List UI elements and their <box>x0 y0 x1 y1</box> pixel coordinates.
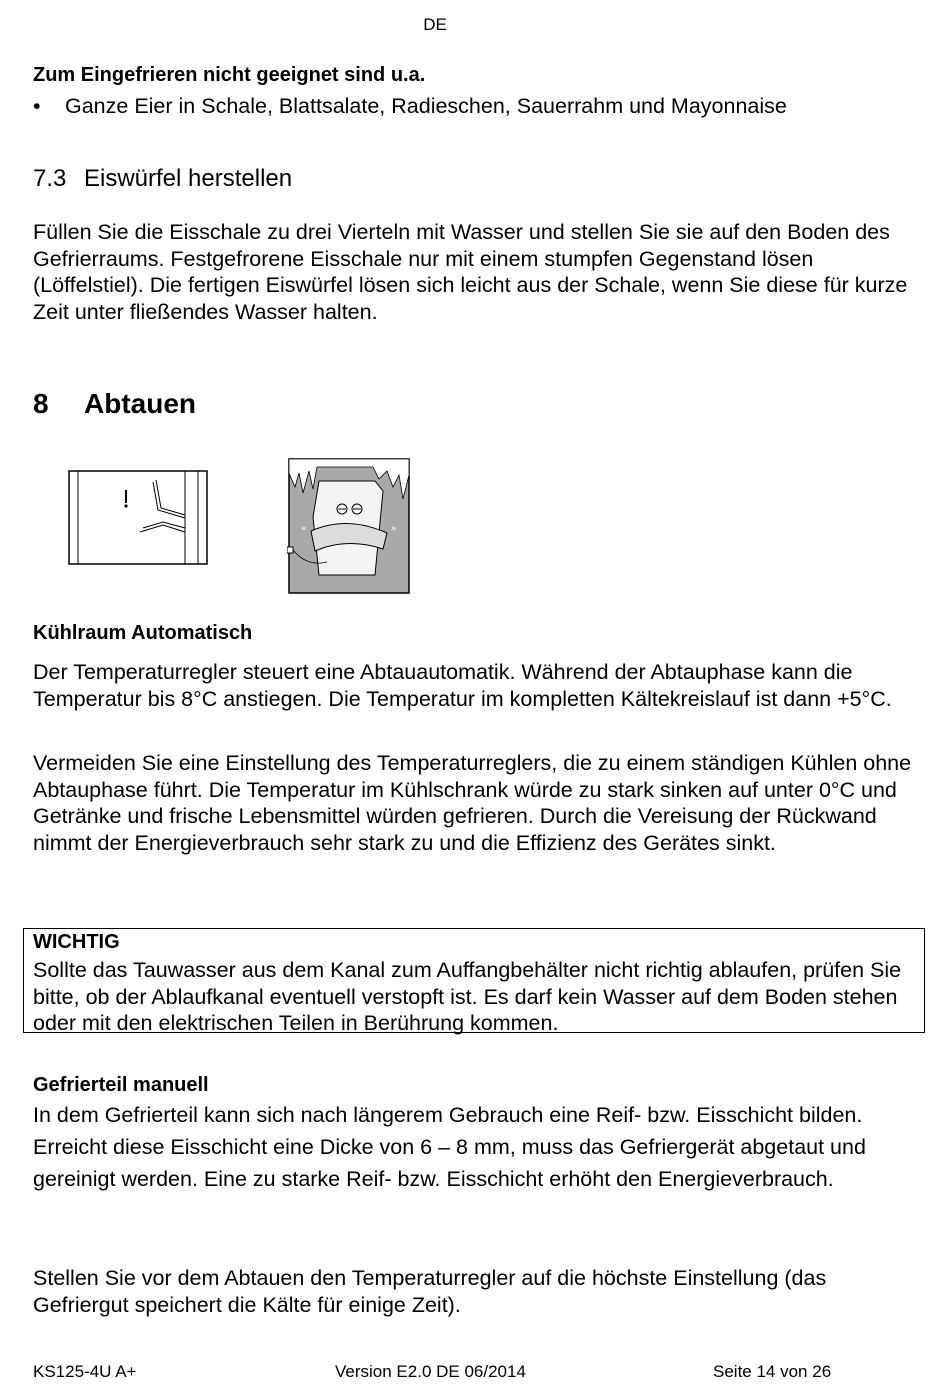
footer-model: KS125-4U A+ <box>33 1362 137 1381</box>
section-7-3-text: Füllen Sie die Eisschale zu drei Vierteln mit Wasser und stellen Sie sie auf den Boden des Gefrierraums. Festgefrorene Eisschale nur mit einem stumpfen Gegenstand lösen (Löffelstiel). Die fertigen Eiswürfel lösen sich leicht aus der Schale, wenn Sie diese für kurze Zeit unter fließendes Wasser halten. <box>33 220 908 324</box>
freeze-note-title: Zum Eingefrieren nicht geeignet sind u.a. <box>33 64 426 86</box>
kuehlraum-paragraph-1: Der Temperaturregler steuert eine Abtauautomatik. Während der Abtauphase kann die Temperatur bis 8°C anstiegen. Die Temperatur im kompletten Kältekreislauf ist dann +5°C. <box>33 660 892 711</box>
gefrierteil-paragraph-1: In dem Gefrierteil kann sich nach längerem Gebrauch eine Reif- bzw. Eisschicht bilden. Erreicht diese Eisschicht eine Dicke von 6 – 8 mm, muss das Gefriergerät abgetaut und gereinigt werden. Eine zu starke Reif- bzw. Eisschicht erhöht den Energieverbrauch. <box>33 1103 866 1191</box>
freeze-note-bullet-text: Ganze Eier in Schale, Blattsalate, Radieschen, Sauerrahm und Mayonnaise <box>65 94 787 118</box>
bullet-icon: • <box>33 94 41 118</box>
section-7-3-heading <box>33 165 292 193</box>
gefrierteil-heading: Gefrierteil manuell <box>33 1074 209 1096</box>
section-7-3-title: Eiswürfel herstellen <box>84 165 293 192</box>
kuehlraum-paragraph-2: Vermeiden Sie eine Einstellung des Temperaturreglers, die zu einem ständigen Kühlen ohne Abtauphase führt. Die Temperatur im Kühlschrank würde zu stark sinken auf unter 0°C und Getränke und frische Lebensmittel würden gefrieren. Durch die Vereisung der Rückwand nimmt der Energieverbrauch sehr stark zu und die Effizienz des Gerätes sinkt. <box>33 751 912 855</box>
warning-text: Sollte das Tauwasser aus dem Kanal zum Auffangbehälter nicht richtig ablaufen, prüfen Sie bitte, ob der Ablaufkanal eventuell verstopft ist. Es darf kein Wasser auf dem Boden stehen oder mit den elektrischen Teilen in Berührung kommen. <box>33 958 902 1035</box>
page-language: DE <box>423 15 447 34</box>
freezer-ice-illustration <box>287 457 412 595</box>
footer-version: Version E2.0 DE 06/2014 <box>335 1362 526 1381</box>
section-8-title: Abtauen <box>84 388 196 419</box>
gefrierteil-paragraph-2: Stellen Sie vor dem Abtauen den Temperaturregler auf die höchste Einstellung (das Gefriergut speichert die Kälte für einige Zeit). <box>33 1266 827 1317</box>
section-7-3-number: 7.3 <box>33 165 67 192</box>
section-8-number: 8 <box>33 388 49 419</box>
section-8-heading <box>33 388 196 420</box>
svg-text:«: « <box>301 524 307 534</box>
fridge-interior-illustration <box>68 470 208 565</box>
footer-page-number: Seite 14 von 26 <box>713 1362 832 1381</box>
svg-text:»: » <box>391 524 397 534</box>
warning-title: WICHTIG <box>33 931 120 953</box>
freeze-note-bullet <box>33 94 787 119</box>
kuehlraum-heading: Kühlraum Automatisch <box>33 622 253 644</box>
